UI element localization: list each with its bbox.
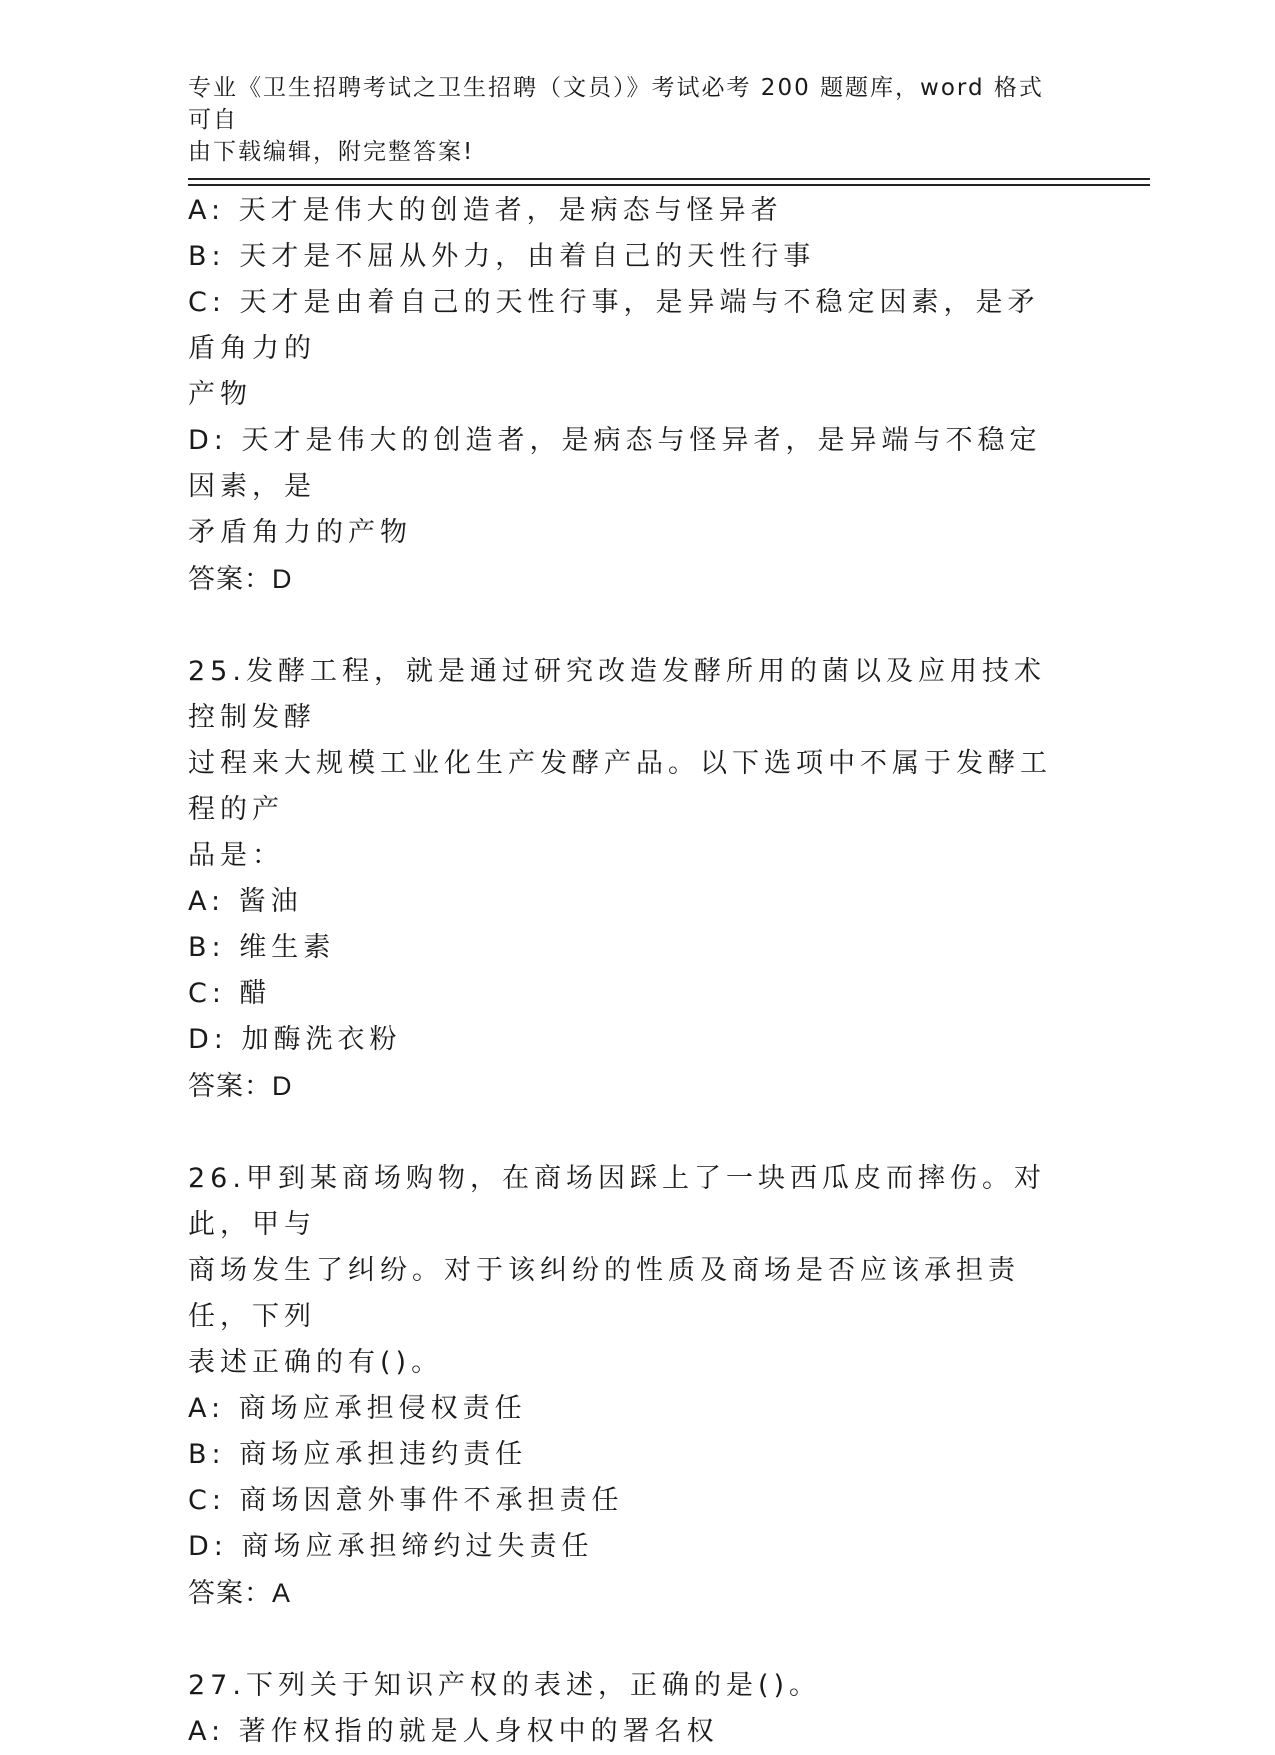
option-a: A: 著作权指的就是人身权中的署名权 (188, 1716, 719, 1747)
option-b: B: 商场应承担违约责任 (188, 1439, 528, 1470)
option-a: A: 酱油 (188, 886, 303, 917)
option-b: B: 维生素 (188, 932, 336, 963)
spacer (188, 1616, 1068, 1663)
header-divider-bottom (188, 184, 1150, 186)
question-stem-continued: 品是： (188, 840, 284, 871)
question-25 (188, 649, 1068, 1109)
option-a: A: 商场应承担侵权责任 (188, 1393, 527, 1424)
question-stem: 27.下列关于知识产权的表述，正确的是()。 (188, 1670, 822, 1701)
question-26 (188, 1156, 1068, 1616)
header-divider-top (188, 178, 1150, 180)
question-stem-continued: 商场发生了纠纷。对于该纠纷的性质及商场是否应该承担责任，下列 (188, 1255, 1020, 1332)
document-header (188, 72, 1068, 168)
spacer (188, 1109, 1068, 1156)
option-d-continued: 矛盾角力的产物 (188, 517, 412, 548)
question-stem: 26.甲到某商场购物，在商场因踩上了一块西瓜皮而摔伤。对此，甲与 (188, 1163, 1046, 1240)
question-stem-continued: 过程来大规模工业化生产发酵产品。以下选项中不属于发酵工程的产 (188, 748, 1052, 825)
option-c: C: 醋 (188, 978, 272, 1009)
option-a: A: 天才是伟大的创造者，是病态与怪异者 (188, 195, 783, 226)
header-title-line-1: 专业《卫生招聘考试之卫生招聘（文员）》考试必考 200 题题库，word 格式可自 (188, 75, 1044, 133)
spacer (188, 602, 1068, 649)
option-b: B: 天才是不屈从外力，由着自己的天性行事 (188, 241, 816, 272)
option-d: D: 加酶洗衣粉 (188, 1024, 402, 1055)
option-c-continued: 产物 (188, 379, 252, 410)
question-27 (188, 1663, 1068, 1755)
option-c: C: 天才是由着自己的天性行事，是异端与不稳定因素，是矛盾角力的 (188, 287, 1040, 364)
answer: 答案：A (188, 1578, 292, 1608)
question-24 (188, 188, 1068, 602)
option-d: D: 商场应承担缔约过失责任 (188, 1531, 594, 1562)
question-list (188, 188, 1068, 1755)
option-c: C: 商场因意外事件不承担责任 (188, 1485, 624, 1516)
header-title-line-2: 由下载编辑，附完整答案! (188, 139, 475, 165)
option-d: D: 天才是伟大的创造者，是病态与怪异者，是异端与不稳定因素，是 (188, 425, 1042, 502)
answer: 答案：D (188, 1071, 293, 1101)
question-stem: 25.发酵工程，就是通过研究改造发酵所用的菌以及应用技术控制发酵 (188, 656, 1046, 733)
question-stem-continued: 表述正确的有()。 (188, 1347, 444, 1378)
answer: 答案：D (188, 564, 293, 594)
